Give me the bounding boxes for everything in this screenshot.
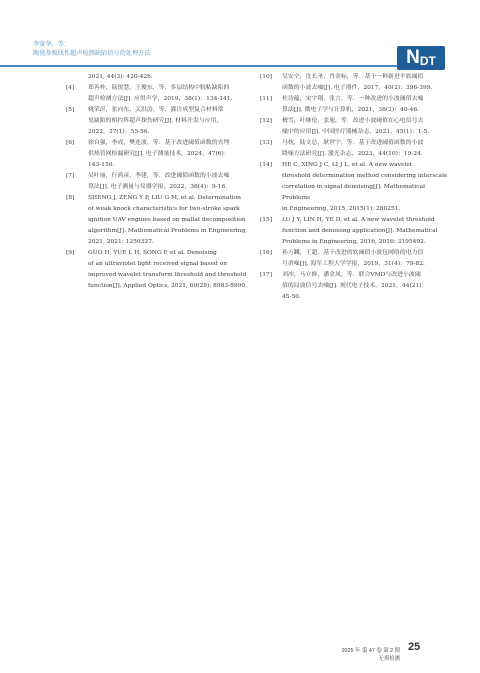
reference-line: of an ultraviolet light received signal based on [88, 261, 228, 267]
reference-line: 45-50. [282, 294, 301, 300]
reference-line: HE C, XING J C, LI J L, et al. A new wavelet [282, 162, 413, 168]
reference-line: 2021, 2021: 1250327. [88, 239, 154, 245]
reference-line: 马枕，陆文总，耿世宇，等．基于改进阈值函数的小波 [282, 140, 424, 146]
reference-line: 号消噪[J]. 海军工程大学学报，2019，31(4)：79-82. [282, 261, 425, 267]
footer-issue: 2025 年 第 47 卷 第 2 期 [341, 648, 400, 654]
reference-number: [15] [260, 217, 273, 223]
reference-entry [260, 215, 450, 248]
reference-line: 徐自强，李成，樊连波，等．基于改进阈值函数的直埋 [88, 140, 230, 146]
header-title: 陶瓷基板线性超声检测缺陷信号的处理方法 [33, 50, 151, 57]
reference-number: [4] [66, 85, 75, 91]
reference-entry [66, 138, 256, 171]
reference-entry [66, 83, 256, 105]
reference-line: 算法[J]. 微电子学与计算机，2021，38(2)：40-46. [282, 107, 419, 113]
reference-line: function[J]. Applied Optics, 2021, 60(28): 8983-8990. [88, 283, 247, 289]
reference-line: 檀雪，叶继伦，张旭，等．改进小波阈值在心电信号去 [282, 118, 424, 124]
reference-entry [66, 193, 256, 248]
reference-entry [260, 72, 450, 94]
reference-line: 供热管网检漏研究[J]. 电子测量技术，2024，47(6)： [88, 151, 230, 157]
reference-line: 吴叶丽，行鸿彦，李建，等．改进阈值函数的小波去噪 [88, 173, 230, 179]
reference-number: [14] [260, 162, 273, 168]
reference-line: algorithm[J]. Mathematical Problems in Engineering, [88, 228, 248, 234]
reference-line: 噪中的应用[J]. 中国医疗器械杂志，2021，45(1)：1-5. [282, 129, 430, 135]
reference-number: [16] [260, 250, 273, 256]
reference-column-right [260, 72, 450, 303]
reference-number: [7] [66, 173, 75, 179]
footer-journal: 无损检测 [378, 656, 400, 662]
reference-line: 孙万麟，王超．基于改进的软阈值小波包网络的电力信 [282, 250, 424, 256]
reference-number: [12] [260, 118, 273, 124]
reference-entry [260, 116, 450, 138]
reference-entry [66, 248, 256, 292]
reference-entry [260, 160, 450, 215]
reference-line: 算法[J]. 电子测量与仪器学报，2022，36(4)：9-16. [88, 184, 228, 190]
reference-number: [6] [66, 140, 75, 146]
reference-number: [9] [66, 250, 75, 256]
reference-line: 2022，37(1)：55-56. [88, 129, 150, 135]
reference-line: 值的局放信号去噪[J]. 现代电子技术，2021，44(21)： [282, 283, 428, 289]
reference-line: 姚荣沂，张向东，关洪涛，等．灌注成型复合材料常 [88, 107, 224, 113]
reference-entry [260, 138, 450, 160]
reference-line: improved wavelet transform threshold and threshold [88, 272, 247, 278]
reference-entry [260, 270, 450, 303]
reference-entry [66, 171, 256, 193]
page-footer [330, 647, 400, 663]
logo-letter-n: N [406, 47, 419, 68]
reference-line: 吴安全，沈长圣，肖金标，等．基于一种新进半软阈值 [282, 74, 424, 80]
logo-letters-dt: DT [419, 53, 436, 68]
reference-entry [260, 94, 450, 116]
reference-line: 杜诗蕴，宋宇翔，张言，等．一种改进的小波阈值去噪 [282, 96, 424, 102]
reference-line: function and denoising application[J]. Mathematical [282, 228, 438, 234]
reference-continuation: 2021, 44(3): 420-426. [88, 74, 153, 80]
reference-line: in Engineering, 2015, 2015(1): 280251. [282, 206, 401, 212]
reference-entry [66, 105, 256, 138]
reference-line: 郑善朴，陆锐慧，王俊东，等．多层结构中脱粘缺陷的 [88, 85, 230, 91]
reference-line: 143-150. [88, 162, 115, 168]
reference-number: [13] [260, 140, 273, 146]
reference-line: of weak knock characteristics for two-stroke spark [88, 206, 240, 212]
reference-line: SHENG J, ZENG Y P, LIU G M, et al. Determination [88, 195, 241, 201]
reference-entry [260, 248, 450, 270]
header-rule [0, 65, 397, 67]
reference-line: 降噪方法研究[J]. 激光杂志，2023，44(10)：19-24. [282, 151, 423, 157]
reference-line: 超声检测方法[J]. 应用声学，2019，38(1)：134-141. [88, 96, 233, 102]
reference-line: 刘冲，马立修，潘金凤，等．联合VMD与改进小波阈 [282, 272, 421, 278]
reference-line: GUO H, YUE L H, SONG P, et al. Denoising [88, 250, 217, 256]
journal-logo [397, 46, 445, 70]
page-number: 25 [408, 641, 421, 653]
reference-number: [17] [260, 272, 273, 278]
reference-number: [5] [66, 107, 75, 113]
reference-number: [8] [66, 195, 75, 201]
reference-number: [11] [260, 96, 273, 102]
reference-number: [10] [260, 74, 273, 80]
reference-line: 函数的小波去噪[J]. 电子器件，2017，40(2)：396-399. [282, 85, 433, 91]
reference-line: threshold determination method considering interscale [282, 173, 448, 179]
reference-line: correlation in signal denoising[J]. Mathematical Problems [282, 184, 426, 201]
reference-column-left [66, 72, 256, 292]
reference-line: Problems in Engineering, 2016, 2016: 3195492. [282, 239, 426, 245]
reference-line: LU J Y, LIN H, YE D, et al. A new wavelet threshold [282, 217, 435, 223]
reference-line: ignition UAV engines based on mallat decomposition [88, 217, 246, 223]
running-header [33, 40, 151, 58]
reference-line: 见缺陷的相控阵超声探伤研究[J]. 材料开发与应用， [88, 118, 223, 124]
header-authors: 李萤华，等： [33, 41, 71, 48]
